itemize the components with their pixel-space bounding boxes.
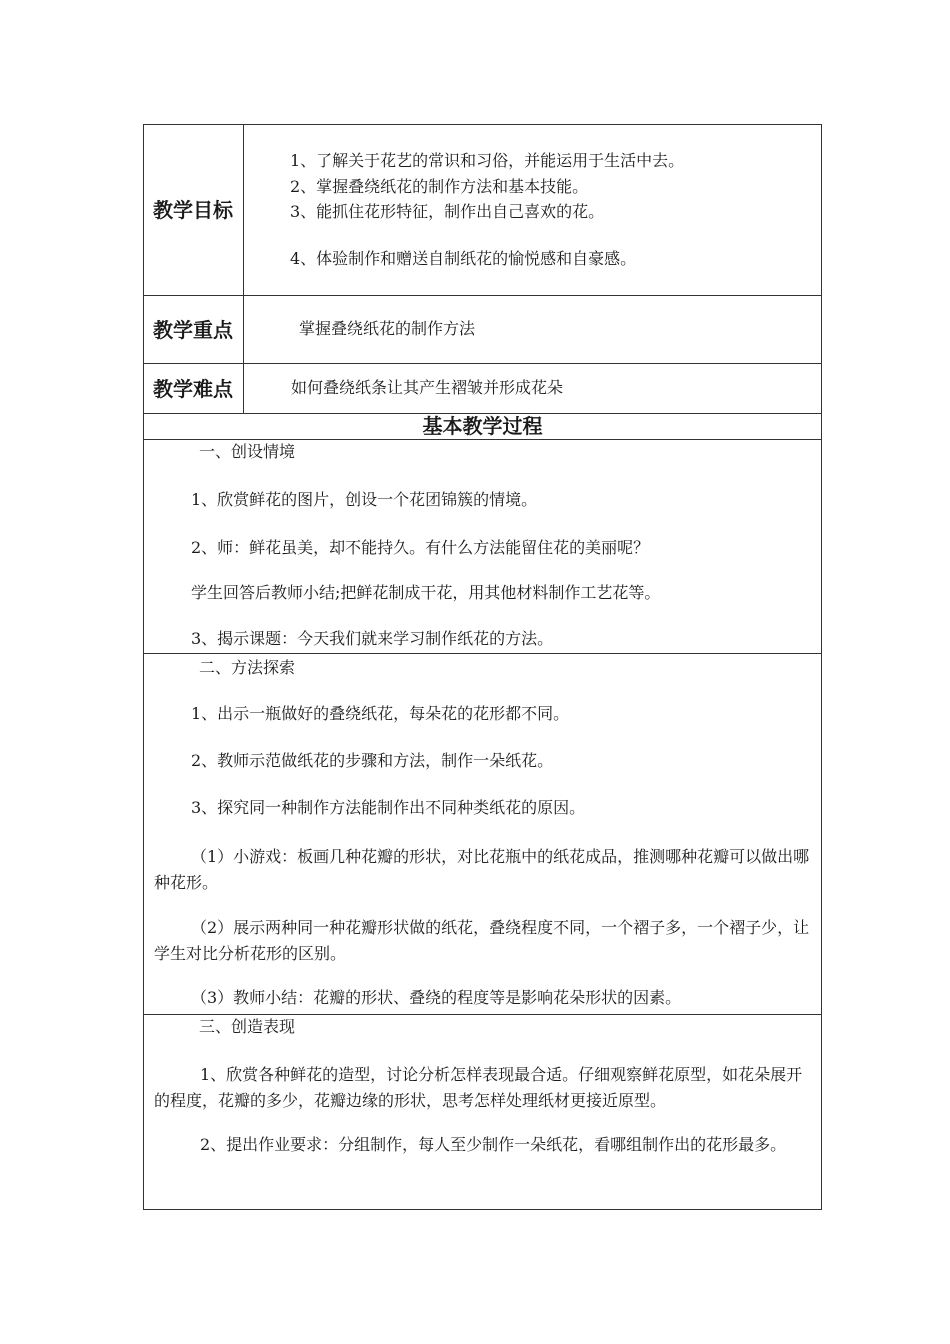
lesson-plan-table bbox=[143, 124, 822, 1210]
key-point-label: 教学重点 bbox=[144, 296, 244, 364]
process-heading: 基本教学过程 bbox=[144, 414, 822, 440]
goal-item: 2、掌握叠绕纸花的制作方法和基本技能。 bbox=[290, 177, 589, 196]
difficulty-text: 如何叠绕纸条让其产生褶皱并形成花朵 bbox=[291, 378, 564, 397]
section-paragraph: 学生回答后教师小结;把鲜花制成干花，用其他材料制作工艺花等。 bbox=[191, 583, 661, 602]
goal-item: 4、体验制作和赠送自制纸花的愉悦感和自豪感。 bbox=[290, 249, 637, 268]
section-paragraph: 1、欣赏各种鲜花的造型，讨论分析怎样表现最合适。仔细观察鲜花原型，如花朵展开的程度，花瓣的多少，花瓣边缘的形状，思考怎样处理纸材更接近原型。 bbox=[154, 1065, 803, 1110]
section-paragraph: 1、出示一瓶做好的叠绕纸花，每朵花的花形都不同。 bbox=[191, 704, 570, 723]
goal-item: 3、能抓住花形特征，制作出自己喜欢的花。 bbox=[290, 202, 605, 221]
section-row bbox=[144, 440, 822, 654]
section-paragraph: （3）教师小结：花瓣的形状、叠绕的程度等是影响花朵形状的因素。 bbox=[191, 988, 682, 1007]
section-title: 三、创造表现 bbox=[199, 1017, 296, 1036]
section-row bbox=[144, 654, 822, 1015]
goal-item: 1、了解关于花艺的常识和习俗，并能运用于生活中去。 bbox=[290, 151, 685, 170]
section-title: 一、创设情境 bbox=[199, 442, 296, 461]
section-paragraph: 2、师：鲜花虽美，却不能持久。有什么方法能留住花的美丽呢？ bbox=[191, 538, 650, 557]
key-point-text: 掌握叠绕纸花的制作方法 bbox=[299, 319, 476, 338]
section-paragraph: （1）小游戏：板画几种花瓣的形状，对比花瓶中的纸花成品，推测哪种花瓣可以做出哪种花形。 bbox=[154, 847, 810, 892]
section-paragraph: 2、教师示范做纸花的步骤和方法，制作一朵纸花。 bbox=[191, 751, 554, 770]
section-paragraph: 3、探究同一种制作方法能制作出不同种类纸花的原因。 bbox=[191, 798, 586, 817]
goals-row bbox=[144, 125, 822, 296]
key-point-row bbox=[144, 296, 822, 364]
goals-label: 教学目标 bbox=[144, 125, 244, 296]
difficulty-row bbox=[144, 364, 822, 414]
goals-list bbox=[244, 125, 821, 295]
section-create-scene bbox=[144, 440, 821, 653]
section-paragraph: 2、提出作业要求：分组制作，每人至少制作一朵纸花，看哪组制作出的花形最多。 bbox=[200, 1135, 787, 1154]
section-title: 二、方法探索 bbox=[199, 658, 296, 677]
section-paragraph: 1、欣赏鲜花的图片，创设一个花团锦簇的情境。 bbox=[191, 490, 538, 509]
difficulty-label: 教学难点 bbox=[144, 364, 244, 414]
section-method-explore bbox=[144, 654, 821, 1014]
section-paragraph: （2）展示两种同一种花瓣形状做的纸花，叠绕程度不同，一个褶子多，一个褶子少，让学生对比分析花形的区别。 bbox=[154, 918, 810, 963]
section-row bbox=[144, 1015, 822, 1210]
process-heading-row bbox=[144, 414, 822, 440]
section-paragraph: 3、揭示课题：今天我们就来学习制作纸花的方法。 bbox=[191, 629, 554, 648]
section-creative-expression bbox=[144, 1015, 821, 1209]
